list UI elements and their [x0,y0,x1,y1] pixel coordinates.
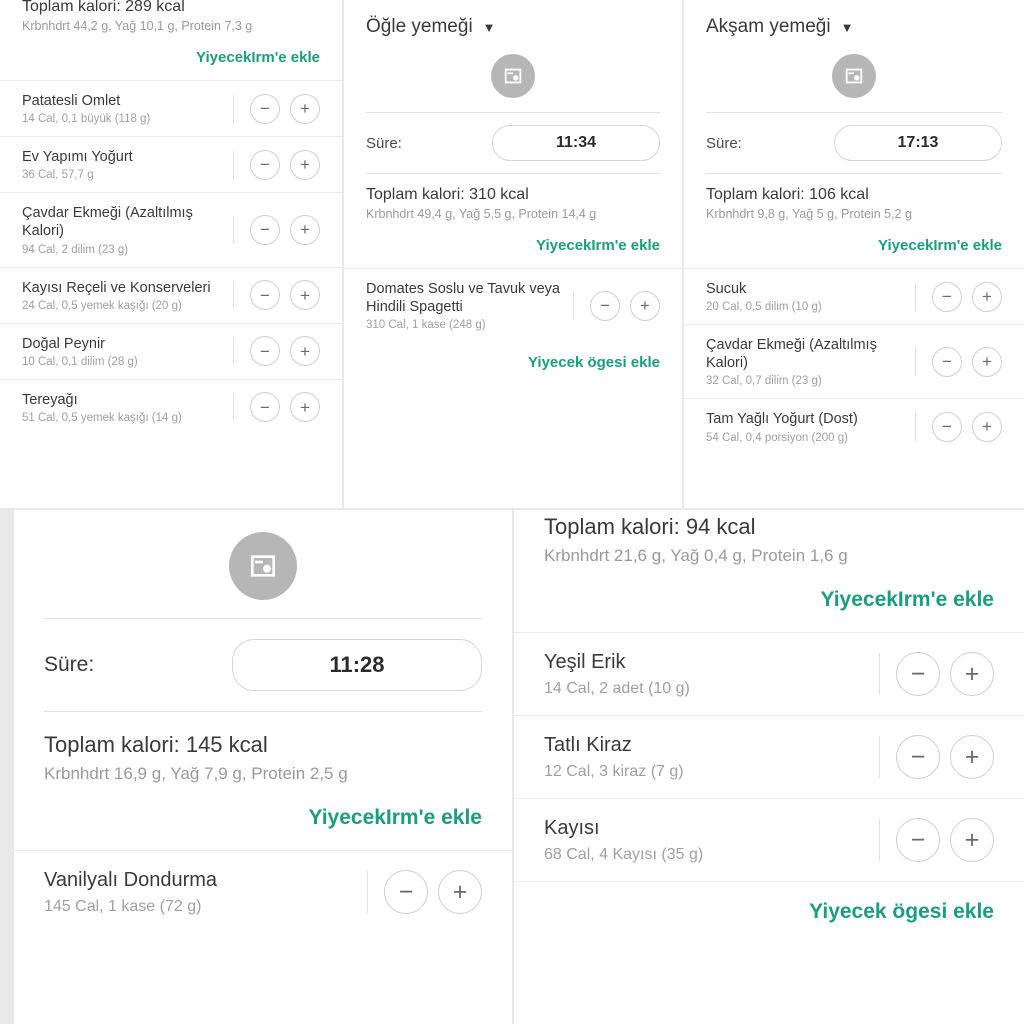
food-detail: 310 Cal, 1 kase (248 g) [366,319,486,332]
food-name: Sucuk [706,281,747,297]
increment-button[interactable]: + [950,818,994,862]
stepper-group [233,215,320,245]
food-info [706,280,915,313]
increment-button[interactable]: + [950,652,994,696]
divider [915,283,916,311]
table-row [0,136,342,192]
divider [233,393,234,421]
food-info [22,148,233,181]
table-row [684,268,1024,324]
food-name: Çavdar Ekmeği (Azaltılmış Kalori) [706,337,877,372]
decrement-button[interactable]: − [896,735,940,779]
food-name: Patatesli Omlet [22,93,121,109]
meal-panel-snack-1 [14,510,512,1024]
stepper-group [879,735,994,779]
food-detail: 14 Cal, 0,1 büyük (118 g) [22,113,151,126]
increment-button[interactable]: + [290,392,320,422]
lunch-totals [344,174,682,225]
divider [233,151,234,179]
increment-button[interactable]: + [290,336,320,366]
food-detail: 51 Cal, 0,5 yemek kaşığı (14 g) [22,411,182,424]
time-value[interactable]: 17:13 [834,125,1002,161]
food-detail: 10 Cal, 0,1 dilim (28 g) [22,355,138,368]
increment-button[interactable]: + [950,735,994,779]
dinner-macros: Krbnhdrt 9,8 g, Yağ 5 g, Protein 5,2 g [706,207,912,221]
add-photo-icon[interactable] [832,54,876,98]
food-info [22,391,233,424]
stepper-group [879,818,994,862]
food-info [22,92,233,125]
add-photo-icon[interactable] [229,532,297,600]
lunch-macros: Krbnhdrt 49,4 g, Yağ 5,5 g, Protein 14,4 g [366,207,597,221]
divider [573,292,574,320]
table-row [514,798,1024,881]
food-detail: 54 Cal, 0,4 porsiyon (200 g) [706,431,848,444]
avatar-row [344,44,682,112]
food-info [544,650,879,698]
dinner-totals [684,174,1024,225]
decrement-button[interactable]: − [932,412,962,442]
chevron-down-icon: ▼ [482,19,496,35]
breakfast-total-calories: Toplam kalori: 289 kcal [22,0,185,15]
chevron-down-icon: ▼ [840,19,854,35]
time-label: Süre: [366,134,402,152]
decrement-button[interactable]: − [250,94,280,124]
food-name: Doğal Peynir [22,335,106,352]
time-value[interactable]: 11:34 [492,125,660,161]
meal-panel-lunch [344,0,682,508]
food-info [22,204,233,255]
lunch-title-dropdown[interactable] [344,0,682,44]
divider [879,736,880,778]
breakfast-macros: Krbnhdrt 44,2 g, Yağ 10,1 g, Protein 7,3 g [22,19,253,33]
food-info [366,280,573,331]
snack1-macros: Krbnhdrt 16,9 g, Yağ 7,9 g, Protein 2,5 g [44,764,348,783]
table-row [0,192,342,266]
food-name: Kayısı [544,817,600,839]
time-value[interactable]: 11:28 [232,639,482,691]
stepper-group [233,150,320,180]
food-name: Ev Yapımı Yoğurt [22,149,133,166]
divider [915,413,916,441]
increment-button[interactable]: + [972,412,1002,442]
increment-button[interactable]: + [290,280,320,310]
stepper-group [233,392,320,422]
lunch-time-row [344,113,682,173]
add-photo-icon[interactable] [491,54,535,98]
food-name: Çavdar Ekmeği (Azaltılmış Kalori) [22,205,193,240]
table-row [684,324,1024,398]
food-info [706,410,915,443]
food-info [544,733,879,781]
food-detail: 94 Cal, 2 dilim (23 g) [22,243,129,256]
table-row [0,379,342,435]
meal-panel-breakfast [0,0,342,508]
decrement-button[interactable]: − [896,818,940,862]
dinner-title-dropdown[interactable] [684,0,1024,44]
increment-button[interactable]: + [290,215,320,245]
table-row [684,398,1024,454]
snack1-time-row [14,619,512,711]
snack1-total-calories: Toplam kalori: 145 kcal [44,732,268,757]
increment-button[interactable]: + [972,282,1002,312]
snack2-macros: Krbnhdrt 21,6 g, Yağ 0,4 g, Protein 1,6 g [544,546,848,565]
food-name: Tereyağı [22,391,78,408]
increment-button[interactable]: + [630,291,660,321]
food-name: Tatlı Kiraz [544,734,632,756]
stepper-group [915,282,1002,312]
food-info [22,279,233,312]
increment-button[interactable]: + [438,870,482,914]
food-name: Vanilyalı Dondurma [44,869,218,891]
table-row [514,632,1024,715]
dinner-add-food-link[interactable]: YiyecekIrm'e ekle [878,237,1002,254]
stepper-group [879,652,994,696]
table-row [14,850,512,933]
breakfast-add-food-link[interactable]: YiyecekIrm'e ekle [196,49,320,66]
page-title: Öğle yemeği [366,16,473,37]
decrement-button[interactable]: − [250,280,280,310]
divider [879,653,880,695]
divider [367,871,368,913]
snack2-add-food-link[interactable]: YiyecekIrm'e ekle [820,588,994,611]
food-detail: 36 Cal, 57,7 g [22,169,94,182]
stepper-group [915,412,1002,442]
page-title: Akşam yemeği [706,16,831,37]
divider [233,216,234,244]
lunch-total-calories: Toplam kalori: 310 kcal [366,186,529,203]
food-detail: 20 Cal, 0,5 dilim (10 g) [706,301,822,314]
stepper-group [233,336,320,366]
increment-button[interactable]: + [290,94,320,124]
decrement-button[interactable]: − [250,150,280,180]
stepper-group [233,94,320,124]
decrement-button[interactable]: − [896,652,940,696]
snack2-totals [514,510,1024,570]
time-label: Süre: [44,653,95,676]
divider [915,348,916,376]
stepper-group [573,291,660,321]
food-detail: 12 Cal, 3 kiraz (7 g) [544,763,684,780]
lunch-add-meal-link[interactable]: Yiyecek ögesi ekle [527,354,660,372]
table-row [344,268,682,342]
food-name: Yeşil Erik [544,651,626,673]
food-detail: 32 Cal, 0,7 dilim (23 g) [706,375,822,388]
stepper-group [233,280,320,310]
food-info [22,335,233,368]
table-row [514,715,1024,798]
dinner-time-row [684,113,1024,173]
divider [233,281,234,309]
food-info [706,336,915,387]
food-detail: 68 Cal, 4 Kayısı (35 g) [544,846,704,863]
food-info [44,868,367,916]
increment-button[interactable]: + [972,347,1002,377]
food-detail: 145 Cal, 1 kase (72 g) [44,898,202,915]
food-detail: 24 Cal, 0,5 yemek kaşığı (20 g) [22,299,182,312]
food-name: Kayısı Reçeli ve Konserveleri [22,279,211,296]
snack2-total-calories: Toplam kalori: 94 kcal [544,514,756,539]
meal-panel-dinner [684,0,1024,508]
food-name: Tam Yağlı Yoğurt (Dost) [706,411,858,428]
avatar-row [684,44,1024,112]
decrement-button[interactable]: − [250,392,280,422]
table-row [0,80,342,136]
meal-panel-snack-2 [514,510,1024,1024]
snack1-totals [14,712,512,788]
stepper-group [367,870,482,914]
decrement-button[interactable]: − [384,870,428,914]
decrement-button[interactable]: − [250,336,280,366]
food-name: Domates Soslu ve Tavuk veya Hindili Spagetti [366,281,560,316]
divider [233,95,234,123]
time-label: Süre: [706,134,742,152]
avatar-row [14,510,512,618]
lunch-add-food-link[interactable]: YiyecekIrm'e ekle [536,237,660,254]
decrement-button[interactable]: − [932,347,962,377]
stepper-group [915,347,1002,377]
table-row [0,323,342,379]
dinner-total-calories: Toplam kalori: 106 kcal [706,186,869,203]
increment-button[interactable]: + [290,150,320,180]
divider [879,819,880,861]
snack2-add-meal-link[interactable]: Yiyecek ögesi ekle [514,881,1024,944]
table-row [0,267,342,323]
food-info [544,816,879,864]
decrement-button[interactable]: − [932,282,962,312]
breakfast-totals [0,0,342,37]
divider [233,337,234,365]
decrement-button[interactable]: − [590,291,620,321]
food-detail: 14 Cal, 2 adet (10 g) [544,680,690,697]
decrement-button[interactable]: − [250,215,280,245]
snack1-add-food-link[interactable]: YiyecekIrm'e ekle [308,806,482,829]
